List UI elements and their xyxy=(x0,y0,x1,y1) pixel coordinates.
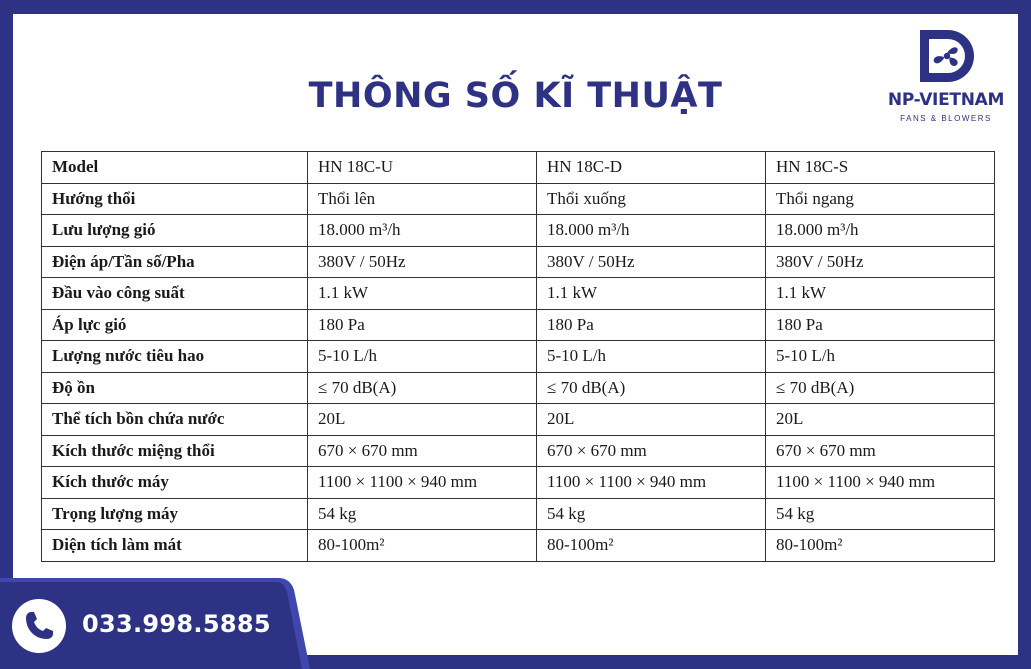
table-row xyxy=(42,246,995,278)
table-cell: 670 × 670 mm xyxy=(308,435,537,467)
table-cell: 380V / 50Hz xyxy=(537,246,766,278)
table-cell: Trọng lượng máy xyxy=(42,498,308,530)
table-cell: 180 Pa xyxy=(766,309,995,341)
table-cell: 80-100m² xyxy=(537,530,766,562)
frame-top-border xyxy=(0,0,1031,14)
table-cell: 18.000 m³/h xyxy=(537,215,766,247)
table-cell: 1100 × 1100 × 940 mm xyxy=(537,467,766,499)
table-cell: 1100 × 1100 × 940 mm xyxy=(308,467,537,499)
table-cell: Áp lực gió xyxy=(42,309,308,341)
table-cell: HN 18C-S xyxy=(766,152,995,184)
table-cell: 54 kg xyxy=(766,498,995,530)
table-cell: 18.000 m³/h xyxy=(766,215,995,247)
table-cell: ≤ 70 dB(A) xyxy=(766,372,995,404)
table-cell: 20L xyxy=(308,404,537,436)
table-cell: 380V / 50Hz xyxy=(308,246,537,278)
table-cell: 670 × 670 mm xyxy=(537,435,766,467)
table-cell: Thể tích bồn chứa nước xyxy=(42,404,308,436)
phone-number[interactable]: 033.998.5885 xyxy=(82,610,271,638)
table-cell: Hướng thổi xyxy=(42,183,308,215)
table-cell: HN 18C-D xyxy=(537,152,766,184)
table-cell: 180 Pa xyxy=(537,309,766,341)
table-cell: Đầu vào công suất xyxy=(42,278,308,310)
table-cell: 5-10 L/h xyxy=(537,341,766,373)
table-cell: 80-100m² xyxy=(308,530,537,562)
table-row xyxy=(42,341,995,373)
table-cell: 20L xyxy=(537,404,766,436)
table-cell: HN 18C-U xyxy=(308,152,537,184)
spec-table xyxy=(41,151,995,562)
table-row xyxy=(42,183,995,215)
table-cell: 54 kg xyxy=(308,498,537,530)
table-cell: Diện tích làm mát xyxy=(42,530,308,562)
table-cell: 5-10 L/h xyxy=(766,341,995,373)
table-cell: 1100 × 1100 × 940 mm xyxy=(766,467,995,499)
table-cell: Lưu lượng gió xyxy=(42,215,308,247)
table-row xyxy=(42,372,995,404)
table-cell: Điện áp/Tần số/Pha xyxy=(42,246,308,278)
table-cell: 180 Pa xyxy=(308,309,537,341)
table-cell: 20L xyxy=(766,404,995,436)
page-title: THÔNG SỐ KĨ THUẬT xyxy=(308,76,723,116)
table-cell: Model xyxy=(42,152,308,184)
table-row xyxy=(42,404,995,436)
table-cell: Kích thước miệng thổi xyxy=(42,435,308,467)
brand-name: NP-VIETNAM xyxy=(887,90,1005,110)
table-row xyxy=(42,435,995,467)
table-row xyxy=(42,498,995,530)
brand-logo xyxy=(876,28,1016,128)
table-cell: 380V / 50Hz xyxy=(766,246,995,278)
brand-tagline: FANS & BLOWERS xyxy=(900,114,992,123)
table-cell: Thổi lên xyxy=(308,183,537,215)
table-cell: 18.000 m³/h xyxy=(308,215,537,247)
table-cell: Thổi ngang xyxy=(766,183,995,215)
np-logo-icon xyxy=(918,28,974,84)
table-cell: 1.1 kW xyxy=(766,278,995,310)
table-cell: Thổi xuống xyxy=(537,183,766,215)
table-cell: Độ ồn xyxy=(42,372,308,404)
table-cell: ≤ 70 dB(A) xyxy=(308,372,537,404)
table-cell: Kích thước máy xyxy=(42,467,308,499)
phone-icon[interactable] xyxy=(12,599,66,653)
table-row xyxy=(42,278,995,310)
table-cell: Lượng nước tiêu hao xyxy=(42,341,308,373)
table-row xyxy=(42,530,995,562)
table-row xyxy=(42,309,995,341)
table-cell: 1.1 kW xyxy=(537,278,766,310)
table-cell: 80-100m² xyxy=(766,530,995,562)
table-cell: ≤ 70 dB(A) xyxy=(537,372,766,404)
table-cell: 670 × 670 mm xyxy=(766,435,995,467)
table-cell: 1.1 kW xyxy=(308,278,537,310)
table-header-row xyxy=(42,152,995,184)
table-row xyxy=(42,467,995,499)
table-row xyxy=(42,215,995,247)
table-cell: 54 kg xyxy=(537,498,766,530)
table-cell: 5-10 L/h xyxy=(308,341,537,373)
